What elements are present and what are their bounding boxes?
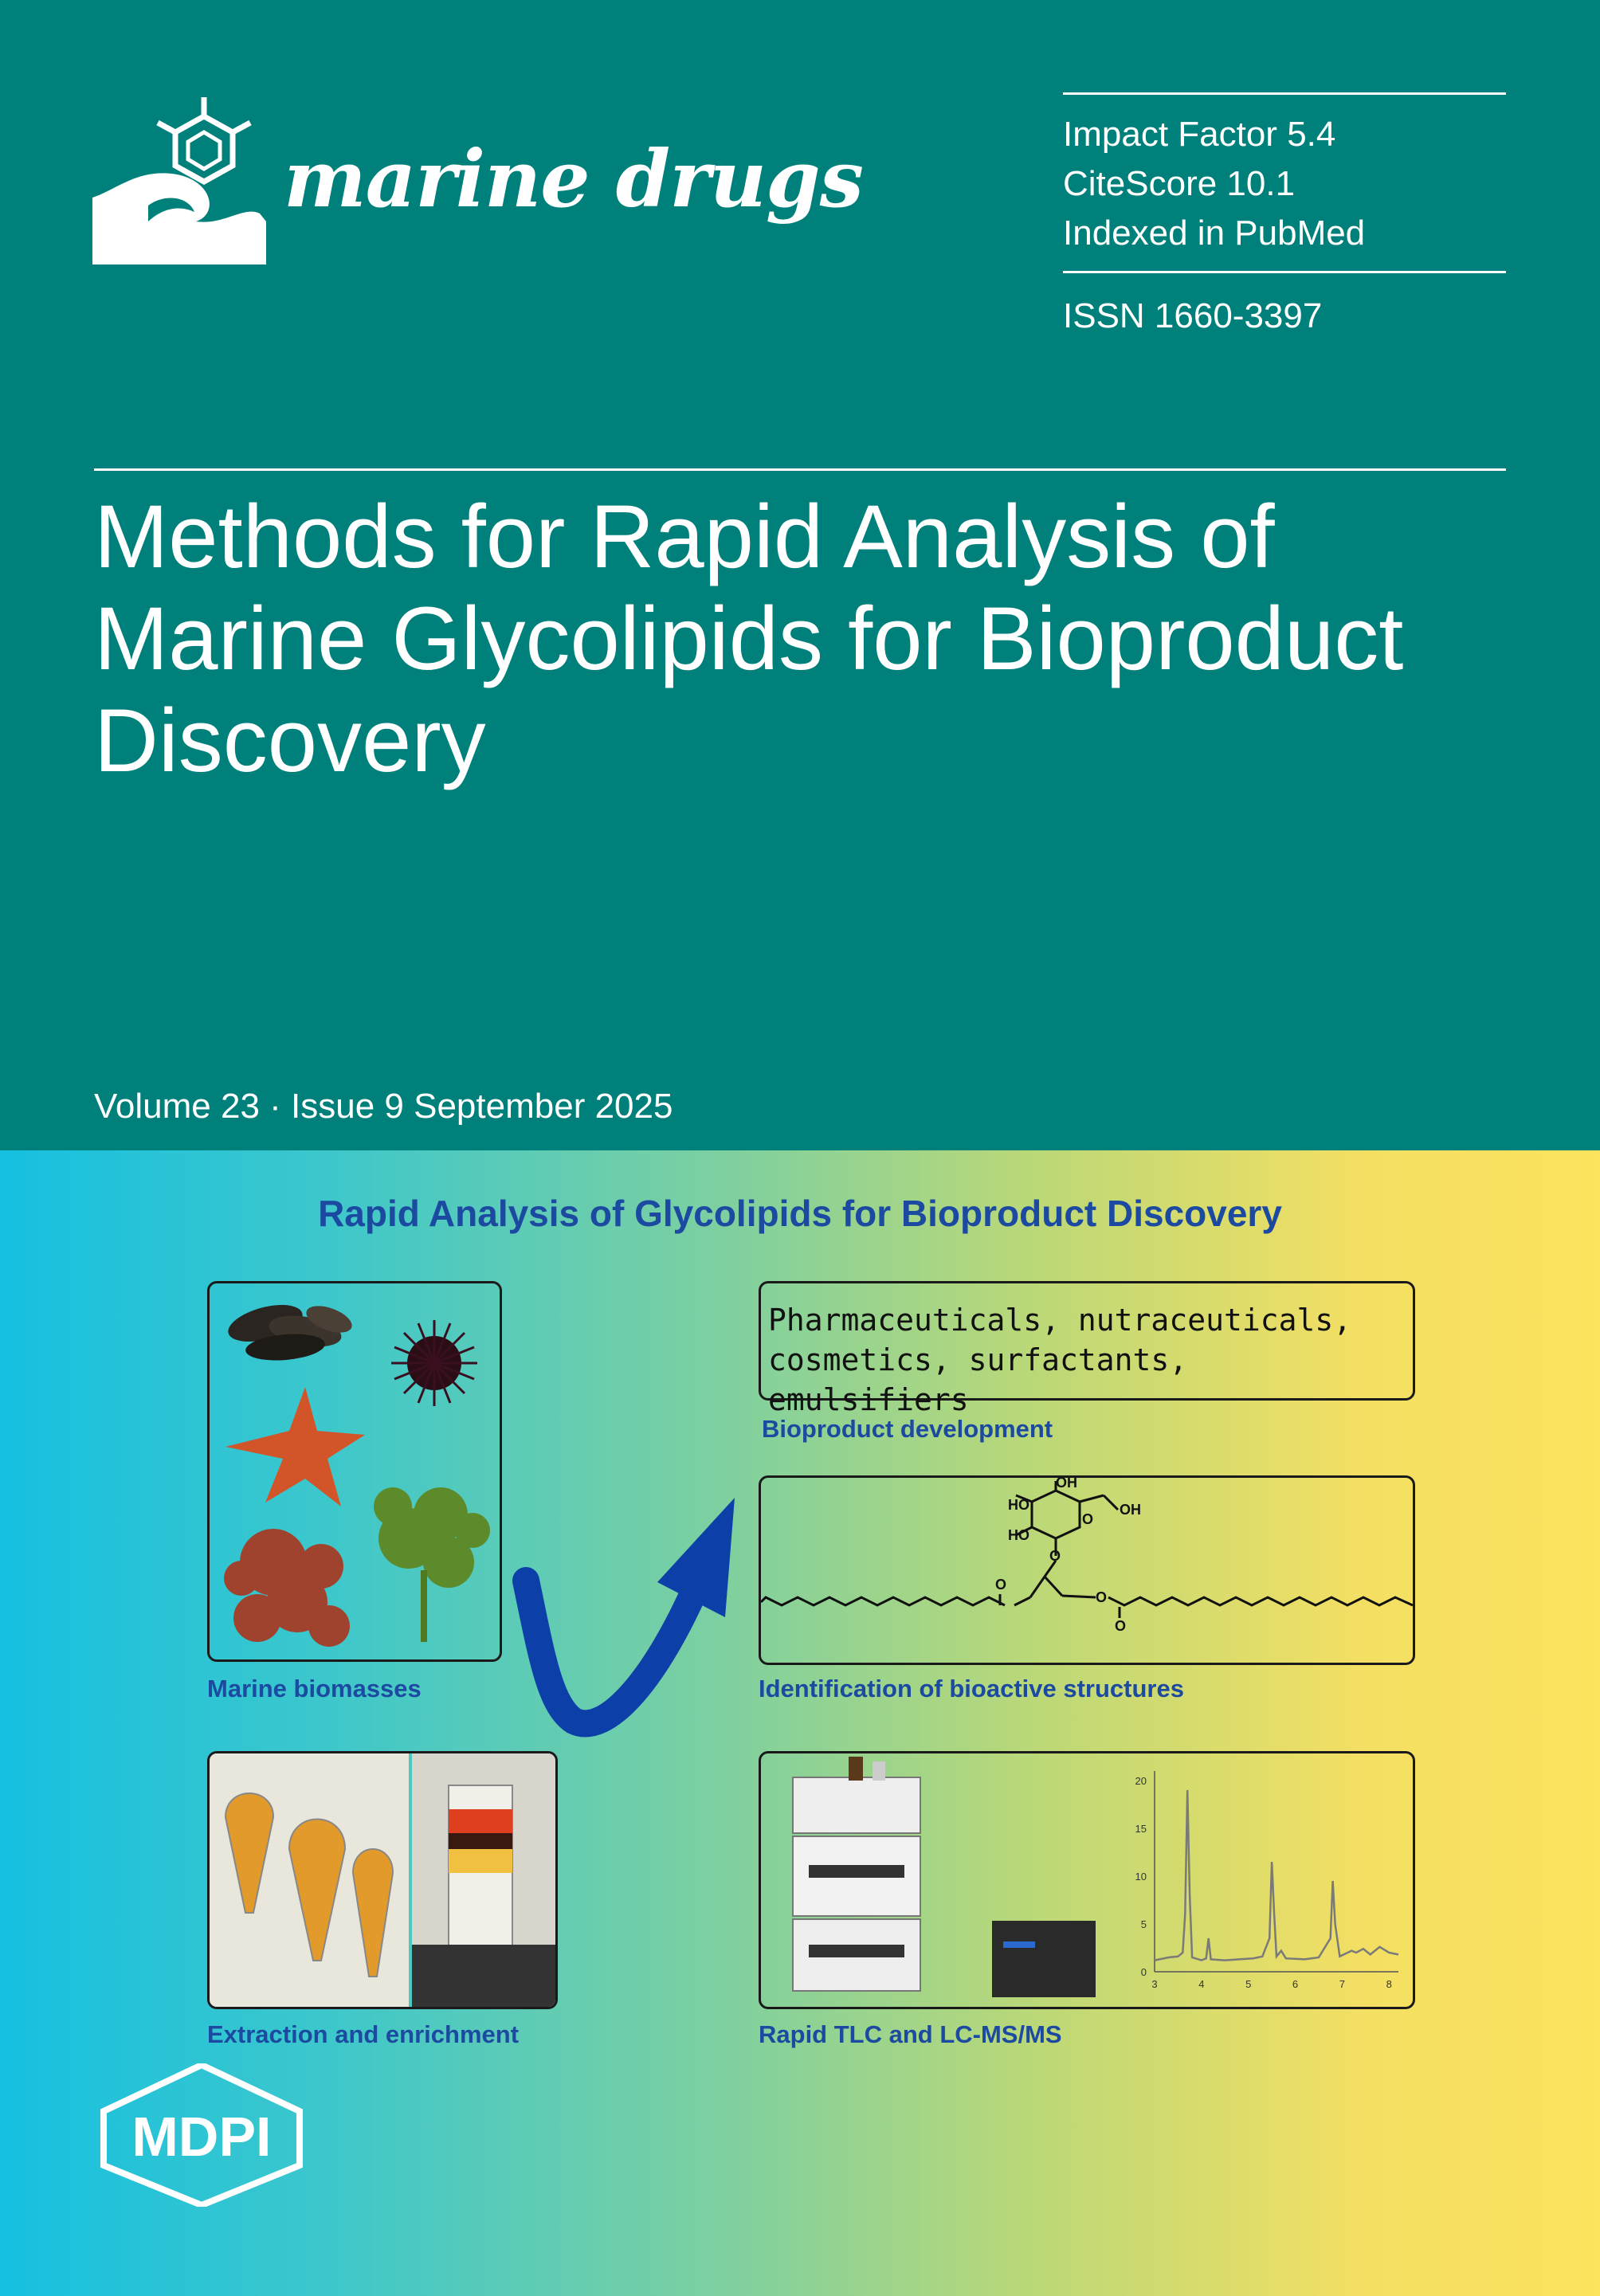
label-ho-2: HO — [1008, 1527, 1029, 1543]
article-title: Methods for Rapid Analysis of Marine Glycolipids for Bioproduct Discovery — [94, 487, 1404, 790]
chromatogram-chart — [1120, 1760, 1406, 1999]
divider-mid — [1063, 271, 1506, 273]
marine-organisms-image — [210, 1283, 500, 1659]
red-algae-icon — [224, 1529, 350, 1647]
chromatogram-x-tick: 7 — [1339, 1978, 1346, 1990]
chromatogram-y-tick: 0 — [1140, 1966, 1147, 1978]
analysis-panel — [759, 1751, 1415, 2009]
label-o-link: O — [1049, 1548, 1061, 1564]
mdpi-logo — [94, 2063, 309, 2207]
green-algae-icon — [374, 1487, 490, 1642]
marine-biomasses-panel — [207, 1281, 502, 1662]
sea-urchin-icon — [391, 1320, 477, 1406]
chromatogram-x-tick: 5 — [1245, 1978, 1252, 1990]
chromatogram-x-tick: 3 — [1151, 1978, 1158, 1990]
chromatogram-y-tick: 15 — [1135, 1823, 1147, 1835]
label-oh-2: OH — [1120, 1502, 1141, 1518]
chromatogram-trace — [1155, 1790, 1398, 1961]
impact-factor: Impact Factor 5.4 — [1063, 115, 1336, 154]
label-o-ring: O — [1082, 1511, 1094, 1527]
caption-analysis: Rapid TLC and LC-MS/MS — [759, 2020, 1062, 2048]
caption-bioproduct-development: Bioproduct development — [762, 1415, 1053, 1443]
chromatogram-x-tick: 6 — [1292, 1978, 1299, 1990]
label-o-ester-1: O — [995, 1577, 1007, 1593]
chromatogram-y-tick: 10 — [1135, 1871, 1147, 1883]
label-o-ester-3: O — [1115, 1618, 1127, 1634]
caption-identification: Identification of bioactive structures — [759, 1675, 1184, 1702]
divider-top — [1063, 92, 1506, 95]
ms-instrument-icon — [992, 1921, 1096, 1997]
graphical-abstract-title: Rapid Analysis of Glycolipids for Bioproduct Discovery — [318, 1193, 1282, 1234]
starfish-icon — [225, 1387, 365, 1507]
lc-instrument-icon — [793, 1757, 920, 1991]
label-oh-1: OH — [1056, 1478, 1077, 1491]
process-arrow-icon — [494, 1498, 781, 1753]
caption-extraction: Extraction and enrichment — [207, 2020, 520, 2048]
caption-marine-biomasses: Marine biomasses — [207, 1675, 422, 1702]
extraction-panel — [207, 1751, 558, 2009]
citescore: CiteScore 10.1 — [1063, 164, 1296, 203]
chromatogram-y-tick: 5 — [1140, 1918, 1147, 1930]
chromatogram-x-tick: 8 — [1386, 1978, 1392, 1990]
journal-logo-icon — [92, 94, 266, 264]
chromatogram-x-tick: 4 — [1198, 1978, 1205, 1990]
structure-panel — [759, 1475, 1415, 1665]
glycolipid-structure — [761, 1478, 1413, 1663]
label-ho-1: HO — [1008, 1497, 1029, 1513]
extraction-photo — [210, 1753, 555, 2007]
issn: ISSN 1660-3397 — [1063, 296, 1323, 335]
mussels-icon — [224, 1298, 355, 1363]
applications-text: Pharmaceuticals, nutraceuticals, cosmetics, surfactants, emulsifiers — [768, 1303, 1352, 1417]
mdpi-logo-text: MDPI — [131, 2106, 272, 2168]
volume-issue: Volume 23 · Issue 9 September 2025 — [94, 1087, 673, 1126]
indexed-in: Indexed in PubMed — [1063, 214, 1366, 253]
journal-name: marine drugs — [284, 134, 863, 225]
chromatogram-y-tick: 20 — [1135, 1775, 1147, 1787]
title-divider — [94, 468, 1506, 471]
label-o-ester-2: O — [1096, 1589, 1108, 1605]
